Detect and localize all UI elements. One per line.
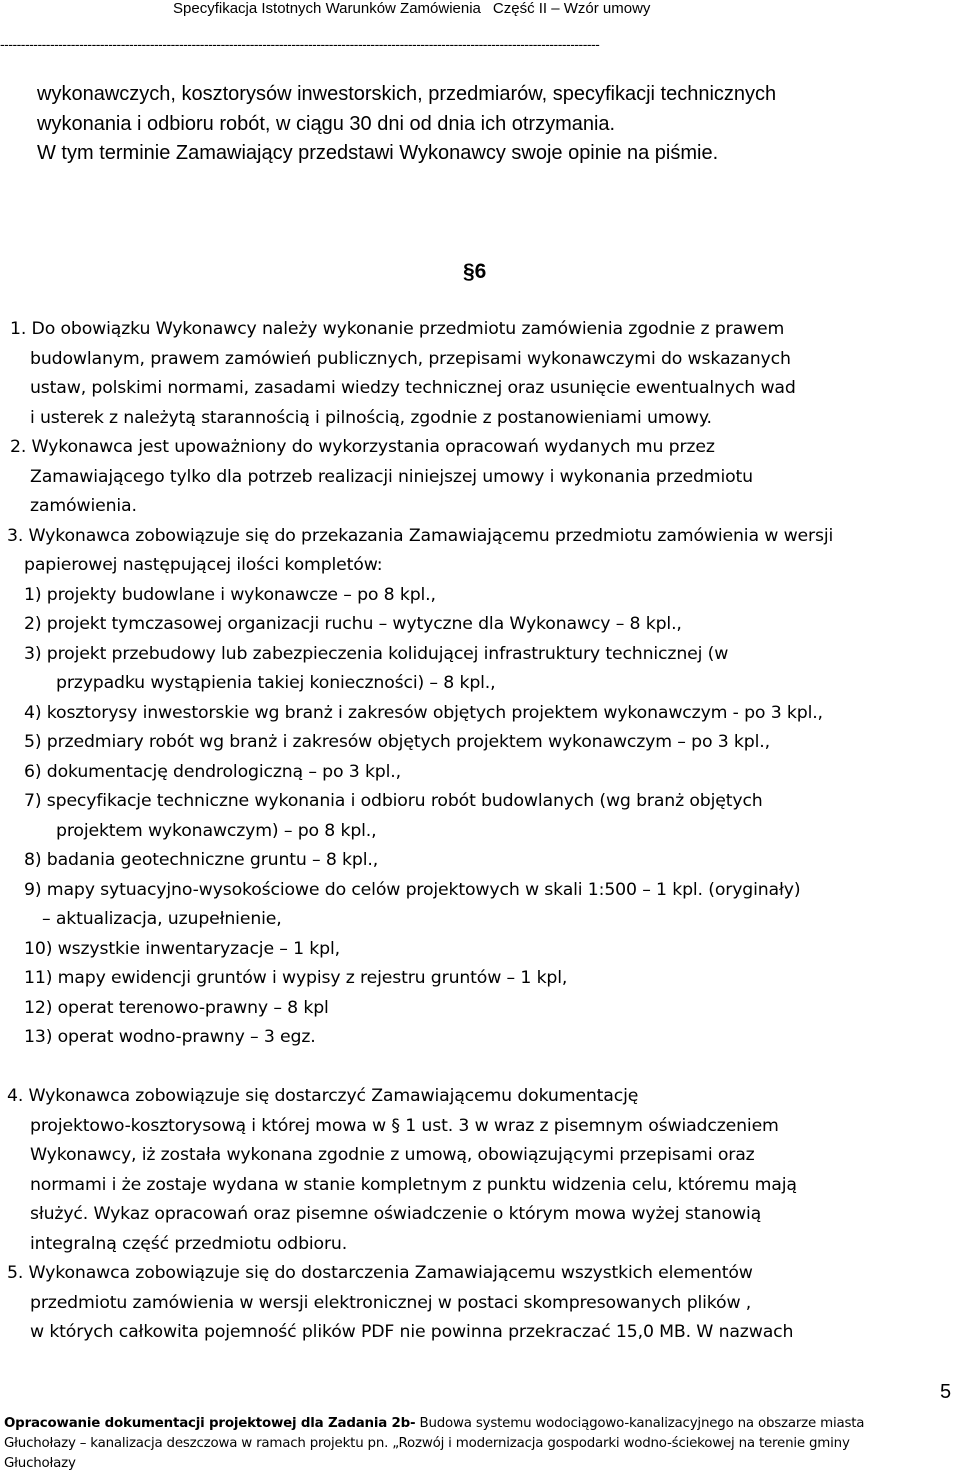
body-line: 3. Wykonawca zobowiązuje się do przekazania Zamawiającemu przedmiotu zamówienia w wersji (7, 525, 834, 546)
body-line: 1. Do obowiązku Wykonawcy należy wykonanie przedmiotu zamówienia zgodnie z prawem (10, 319, 785, 339)
footer-line: Głuchołazy (4, 1456, 76, 1471)
body-line: projektem wykonawczym) – po 8 kpl., (56, 820, 377, 841)
body-line: 2) projekt tymczasowej organizacji ruchu – wytyczne dla Wykonawcy – 8 kpl., (24, 614, 682, 634)
body-line: przypadku wystąpienia takiej konieczności) – 8 kpl., (56, 673, 496, 693)
intro-line: wykonawczych, kosztorysów inwestorskich, przedmiarów, specyfikacji technicznych (37, 83, 777, 105)
body-line: 6) dokumentację dendrologiczną – po 3 kpl., (24, 761, 401, 782)
paragraph-gap (0, 1053, 960, 1083)
body-line: Wykonawcy, iż została wykonana zgodnie z umową, obowiązującymi przepisami oraz (30, 1145, 755, 1165)
section-heading: §6 (463, 260, 487, 283)
body-line: 5) przedmiary robót wg branż i zakresów objętych projektem wykonawczym – po 3 kpl., (24, 732, 770, 752)
body-line: 1) projekty budowlane i wykonawcze – po 8 kpl., (24, 584, 436, 605)
body-line: przedmiotu zamówienia w wersji elektronicznej w postaci skompresowanych plików , (30, 1292, 752, 1313)
body-line: 2. Wykonawca jest upoważniony do wykorzystania opracowań wydanych mu przez (10, 437, 715, 457)
body-line: 10) wszystkie inwentaryzacje – 1 kpl, (24, 938, 340, 959)
body-line: integralną część przedmiotu odbioru. (30, 1233, 348, 1254)
document-part: Część II – Wzór umowy (492, 0, 651, 17)
body-line: papierowej następującej ilości kompletów: (24, 555, 383, 575)
body-line: 3) projekt przebudowy lub zabezpieczenia kolidującej infrastruktury technicznej (w (24, 643, 729, 664)
body-line: w których całkowita pojemność plików PDF nie powinna przekraczać 15,0 MB. W nazwach (30, 1322, 794, 1342)
running-header (173, 0, 933, 18)
body-line: 5. Wykonawca zobowiązuje się do dostarczenia Zamawiającemu wszystkich elementów (7, 1263, 753, 1283)
body-line: 7) specyfikacje techniczne wykonania i odbioru robót budowlanych (wg branż objętych (24, 791, 763, 811)
section-body (0, 315, 960, 1348)
body-line: i usterek z należytą starannością i pilnością, zgodnie z postanowieniami umowy. (30, 407, 712, 428)
document-title: Specyfikacja Istotnych Warunków Zamówienia (173, 0, 481, 17)
body-line: 11) mapy ewidencji gruntów i wypisy z rejestru gruntów – 1 kpl, (24, 968, 568, 988)
body-line: 8) badania geotechniczne gruntu – 8 kpl., (24, 850, 379, 870)
body-line: służyć. Wykaz opracowań oraz pisemne oświadczenie o którym mowa wyżej stanowią (30, 1204, 762, 1224)
footer-project-title: Opracowanie dokumentacji projektowej dla Zadania 2b- (4, 1416, 416, 1431)
page-footer (4, 1414, 954, 1474)
body-line: zamówienia. (30, 496, 137, 516)
body-line: 13) operat wodno-prawny – 3 egz. (24, 1027, 316, 1047)
body-line: – aktualizacja, uzupełnienie, (42, 909, 282, 929)
footer-line (4, 1414, 954, 1434)
footer-line: Głuchołazy – kanalizacja deszczowa w ramach projektu pn. „Rozwój i modernizacja gospodarki wodno-ściekowej na terenie gminy (4, 1436, 850, 1451)
body-line: 12) operat terenowo-prawny – 8 kpl (24, 997, 329, 1018)
body-line: normami i że zostaje wydana w stanie kompletnym z punktu widzenia celu, któremu mają (30, 1174, 797, 1195)
body-line: 9) mapy sytuacyjno-wysokościowe do celów projektowych w skali 1:500 – 1 kpl. (oryginały) (24, 879, 801, 900)
body-line: 4. Wykonawca zobowiązuje się dostarczyć Zamawiającemu dokumentację (7, 1086, 639, 1106)
intro-paragraph (37, 80, 937, 169)
header-separator: ------------------------------------------------------------------------------------------------------------------------------------------------ (0, 36, 600, 52)
intro-line: W tym terminie Zamawiający przedstawi Wykonawcy swoje opinie na piśmie. (37, 142, 719, 164)
page-number: 5 (940, 1381, 952, 1403)
body-line: projektowo-kosztorysową i której mowa w § 1 ust. 3 w wraz z pisemnym oświadczeniem (30, 1115, 779, 1136)
body-line: ustaw, polskimi normami, zasadami wiedzy technicznej oraz usunięcie ewentualnych wad (30, 378, 796, 398)
footer-project-rest: Budowa systemu wodociągowo-kanalizacyjnego na obszarze miasta (415, 1416, 865, 1431)
body-line: 4) kosztorysy inwestorskie wg branż i zakresów objętych projektem wykonawczym - po 3 kpl., (24, 702, 823, 723)
body-line: Zamawiającego tylko dla potrzeb realizacji niniejszej umowy i wykonania przedmiotu (30, 466, 753, 487)
intro-line: wykonania i odbioru robót, w ciągu 30 dni od dnia ich otrzymania. (37, 112, 616, 135)
body-line: budowlanym, prawem zamówień publicznych, przepisami wykonawczymi do wskazanych (30, 348, 791, 369)
